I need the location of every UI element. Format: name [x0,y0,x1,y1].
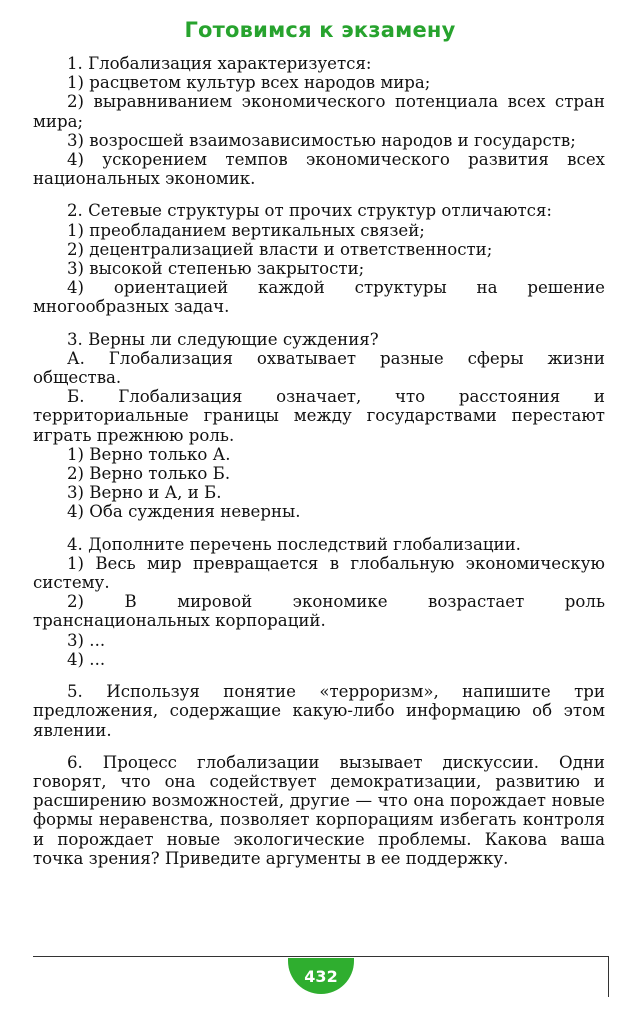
question-5-text: 5. Используя понятие «терроризм», напишите три предложения, содержащие какую-либо информацию об этом явлении. [33,682,605,740]
question-5 [33,682,605,740]
question-4-item-3: 3) ... [67,630,106,650]
question-3-option-2: 2) Верно только Б. [67,464,231,484]
question-2-option-4: 4) ориентацией каждой структуры на решение многообразных задач. [33,278,605,317]
question-3 [33,330,605,522]
question-3-option-4: 4) Оба суждения неверны. [67,502,301,522]
question-2-option-2: 2) децентрализацией власти и ответственности; [67,239,493,259]
question-3-text: 3. Верны ли следующие суждения? [67,329,379,349]
question-2-option-3: 3) высокой степенью закрытости; [67,259,365,279]
question-6 [33,753,605,868]
question-4-item-1: 1) Весь мир превращается в глобальную экономическую систему. [33,553,605,593]
question-4-item-4: 4) ... [67,649,106,669]
question-1-option-3: 3) возросшей взаимозависимостью народов и государств; [67,130,576,150]
question-2 [33,201,605,316]
question-3-statement-a: А. Глобализация охватывает разные сферы жизни общества. [33,348,605,388]
page-title: Готовимся к экзамену [184,18,456,42]
question-6-text: 6. Процесс глобализации вызывает дискуссии. Одни говорят, что она содействует демократизации, развитию и расширению возможностей, другие — что она порождает новые формы неравенства, позволяет корпорациям избегать контроля и порождает новые экологические проблемы. Какова ваша точка зрения? Приведите аргументы в ее поддержку. [33,752,605,868]
question-1-option-1: 1) расцветом культур всех народов мира; [67,73,431,93]
exam-questions [33,54,605,881]
question-4-item-2: 2) В мировой экономике возрастает роль транснациональных корпораций. [33,592,605,631]
question-1-text: 1. Глобализация характеризуется: [67,54,372,73]
question-1-option-4: 4) ускорением темпов экономического развития всех национальных экономик. [33,150,605,189]
question-4-text: 4. Дополните перечень последствий глобализации. [67,534,521,554]
question-3-option-3: 3) Верно и А, и Б. [67,483,222,503]
page-number: 432 [304,966,338,986]
question-1 [33,54,605,188]
question-3-statement-b: Б. Глобализация означает, что расстояния и территориальные границы между государствами перестают играть прежнюю роль. [33,387,605,445]
question-4 [33,535,605,669]
question-2-text: 2. Сетевые структуры от прочих структур отличаются: [67,201,553,221]
question-2-option-1: 1) преобладанием вертикальных связей; [67,220,425,240]
question-1-option-2: 2) выравниванием экономического потенциала всех стран мира; [33,92,605,131]
question-3-option-1: 1) Верно только А. [67,444,231,464]
